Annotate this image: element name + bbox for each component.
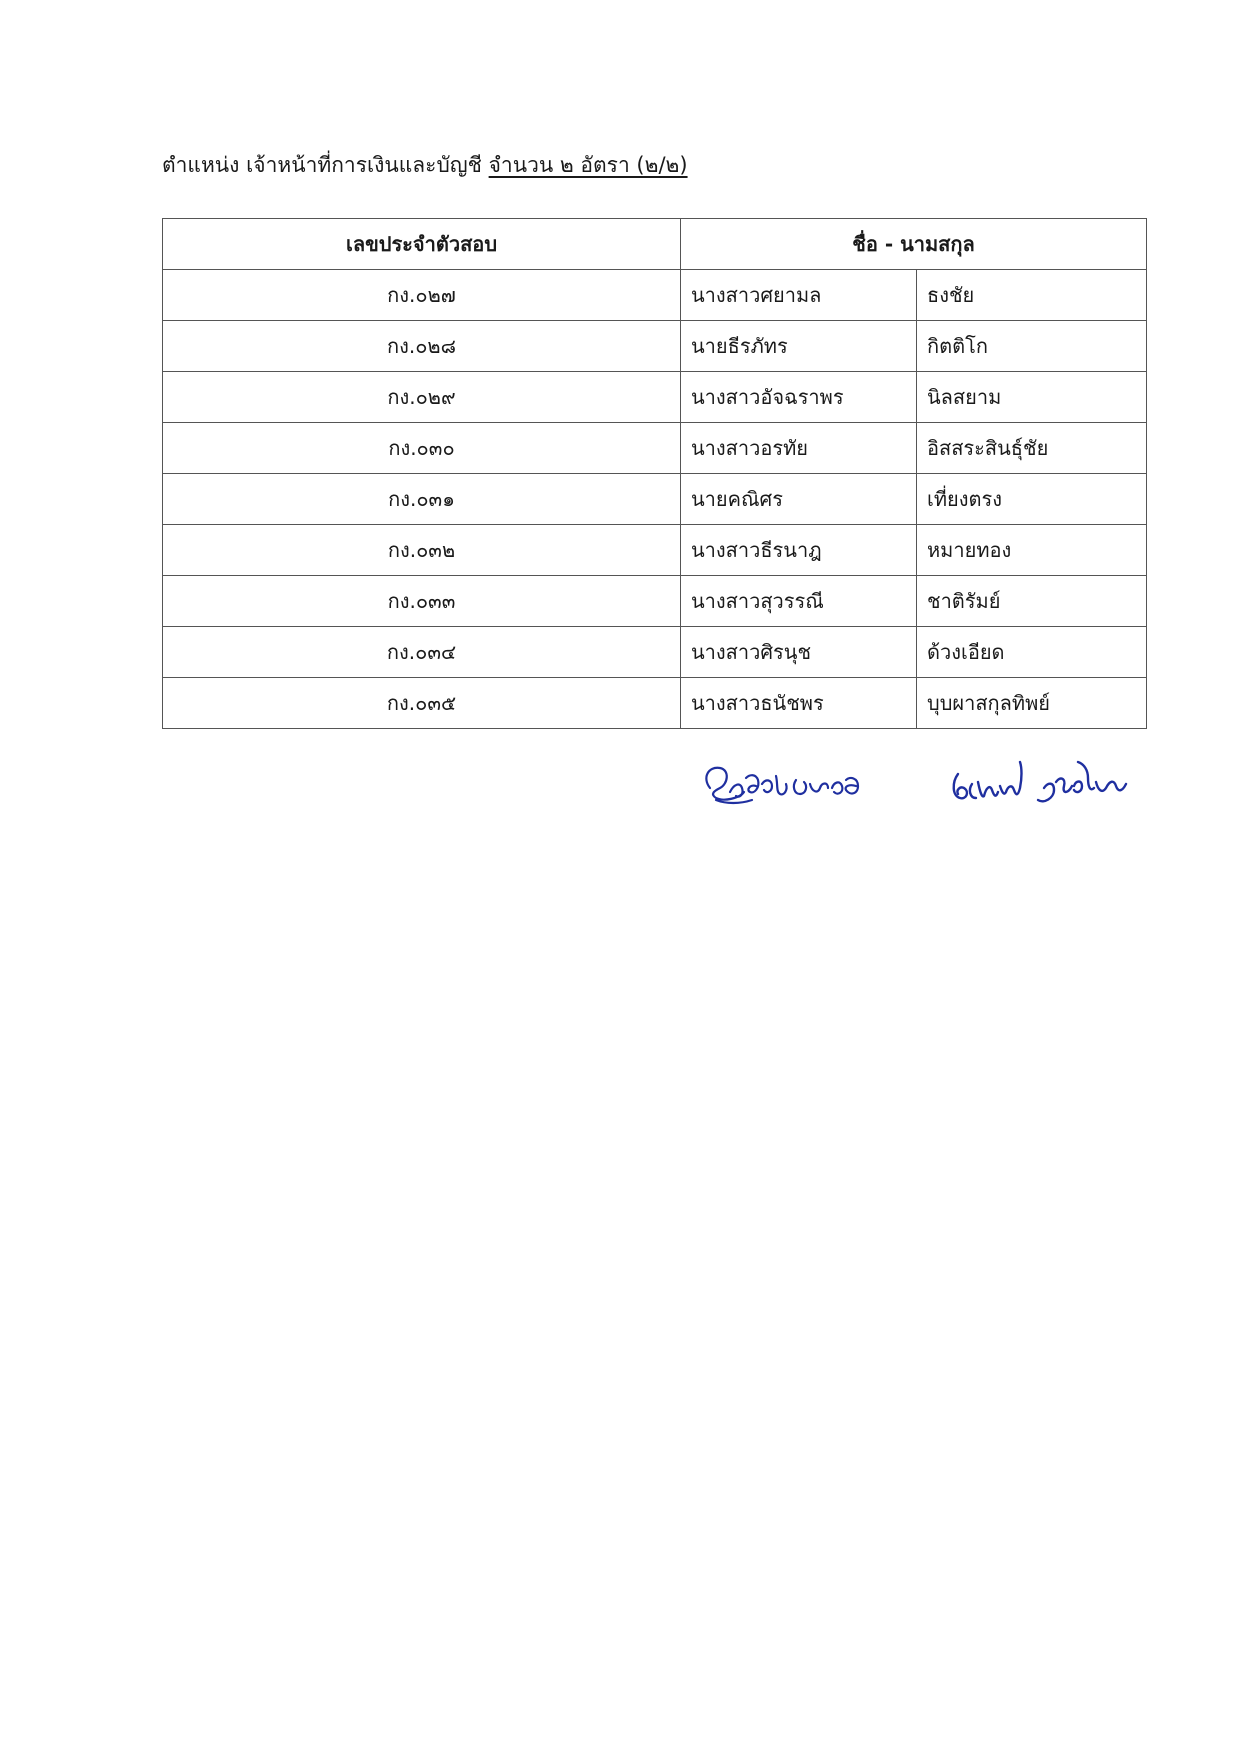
table-header-row (163, 219, 1147, 270)
table-row (163, 576, 1147, 627)
table-row (163, 525, 1147, 576)
name-header: ชื่อ - นามสกุล (681, 219, 1147, 270)
first-name-cell: นางสาวศิรนุช (681, 627, 917, 678)
quota-text: จำนวน ๒ อัตรา (๒/๒) (488, 153, 688, 177)
signature-2 (944, 752, 1134, 822)
last-name-cell: เที่ยงตรง (917, 474, 1147, 525)
table-row (163, 270, 1147, 321)
candidate-table (162, 218, 1147, 729)
last-name-cell: หมายทอง (917, 525, 1147, 576)
table-row (163, 474, 1147, 525)
first-name-cell: นางสาวอรทัย (681, 423, 917, 474)
position-title: ตำแหน่ง เจ้าหน้าที่การเงินและบัญชี (162, 153, 482, 177)
last-name-cell: กิตติโก (917, 321, 1147, 372)
signature-1 (700, 758, 870, 818)
last-name-cell: ธงชัย (917, 270, 1147, 321)
exam-id-header: เลขประจำตัวสอบ (163, 219, 681, 270)
exam-id-cell: กง.๐๓๒ (163, 525, 681, 576)
exam-id-cell: กง.๐๒๘ (163, 321, 681, 372)
last-name-cell: ชาติรัมย์ (917, 576, 1147, 627)
exam-id-cell: กง.๐๒๙ (163, 372, 681, 423)
table-row (163, 678, 1147, 729)
first-name-cell: นายคณิศร (681, 474, 917, 525)
last-name-cell: บุบผาสกุลทิพย์ (917, 678, 1147, 729)
first-name-cell: นางสาวธนัชพร (681, 678, 917, 729)
first-name-cell: นางสาวสุวรรณี (681, 576, 917, 627)
first-name-cell: นางสาวศยามล (681, 270, 917, 321)
exam-id-cell: กง.๐๓๓ (163, 576, 681, 627)
signature-area (700, 752, 1160, 832)
last-name-cell: ด้วงเอียด (917, 627, 1147, 678)
last-name-cell: อิสสระสินธุ์ชัย (917, 423, 1147, 474)
exam-id-cell: กง.๐๓๕ (163, 678, 681, 729)
table-row (163, 321, 1147, 372)
exam-id-cell: กง.๐๒๗ (163, 270, 681, 321)
exam-id-cell: กง.๐๓๔ (163, 627, 681, 678)
document-heading (162, 148, 688, 182)
exam-id-cell: กง.๐๓๐ (163, 423, 681, 474)
table-row (163, 423, 1147, 474)
exam-id-cell: กง.๐๓๑ (163, 474, 681, 525)
table-row (163, 372, 1147, 423)
first-name-cell: นางสาวธีรนาฎ (681, 525, 917, 576)
last-name-cell: นิลสยาม (917, 372, 1147, 423)
table-row (163, 627, 1147, 678)
first-name-cell: นายธีรภัทร (681, 321, 917, 372)
first-name-cell: นางสาวอัจฉราพร (681, 372, 917, 423)
